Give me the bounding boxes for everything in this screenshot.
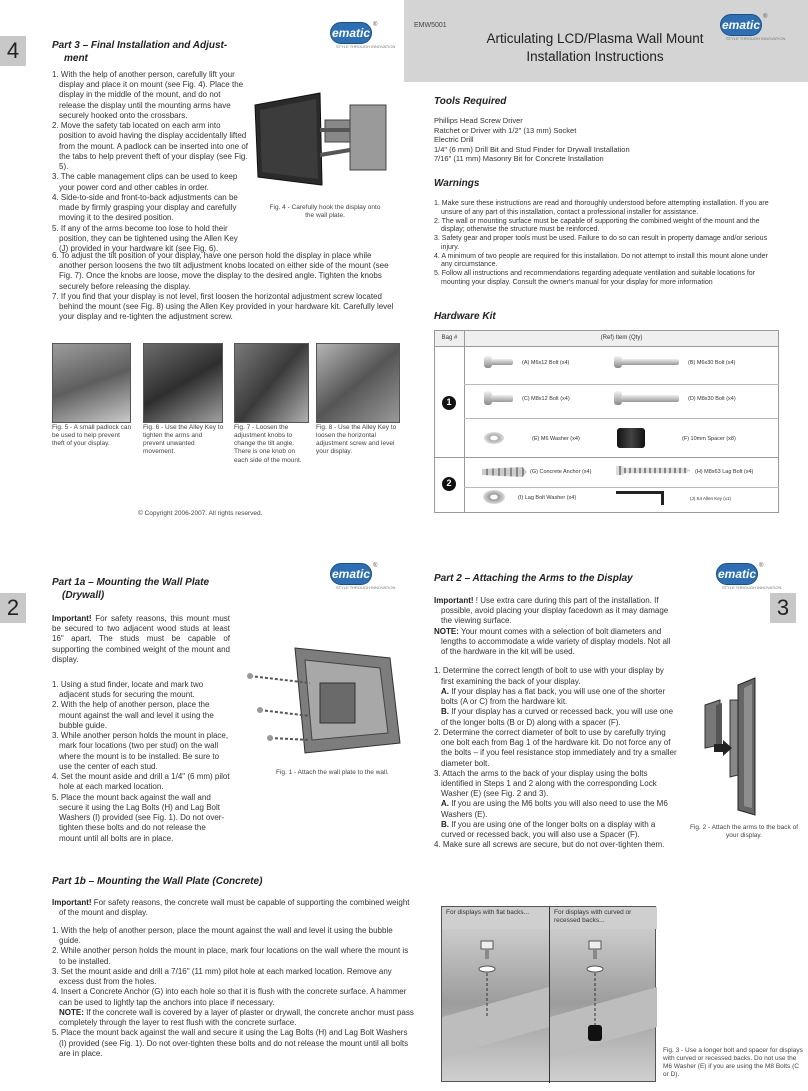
bag2-items-cell [465, 458, 779, 513]
warning-item: 5. Follow all instructions and recommendations regarding adequate ventilation and suitable locations for mounting your display. Consult the owner's manual for your display for more information [434, 270, 756, 286]
fig5-caption: Fig. 5 - A small padlock can be used to help prevent theft of your display. [52, 424, 132, 448]
part1b-step-1: 1. With the help of another person, place the mount against the wall and level it using the bubble guide. [52, 926, 393, 946]
part1a-step-3: 3. While another person holds the mount in place, mark four locations (two per stud) on the wall where the mount is to be installed. Be sure to use the center of each stud. [52, 731, 229, 771]
brand-tagline: STYLE THROUGH INNOVATION [336, 44, 396, 49]
fig1-illustration [240, 628, 410, 763]
page-number-4: 4 [0, 36, 26, 66]
display-side-drawing [690, 670, 800, 820]
fig3-caption: Fig. 3 - Use a longer bolt and spacer for displays with curved or recessed backs. Do not use the M6 Washer (E) if you are using the M8 Bolts (C or D). [663, 1047, 803, 1079]
fig2-illustration [690, 670, 800, 820]
part3-step-5: 5. If any of the arms become too lose to hold their position, they can be tightened using the Allen Key (J) provided in your hardware kit (see Fig. 6). [52, 223, 238, 253]
fig7-caption: Fig. 7 - Loosen the adjustment knobs to change the tilt angle. There is one knob on each side of the mount. [234, 424, 302, 464]
important-label: Important! [52, 898, 92, 907]
bag-1-badge: 1 [442, 396, 456, 410]
warning-item: 3. Safety gear and proper tools must be used. Failure to do so can result in property damage and/or serious injury. [434, 235, 768, 251]
part2-step-1: 1. Determine the correct length of bolt to use with your display by first examining the back of your display. [434, 666, 664, 686]
doc-code: EMW5001 [414, 22, 447, 29]
part3-step-1: 1. With the help of another person, carefully lift your display and place it on mount (see Fig. 4). Place the display in the middle of the mount, and do not release the display until the mounting arms have securely hooked onto the crossbars. [52, 70, 244, 120]
fig6-caption: Fig. 6 - Use the Alley Key to tighten the arms and prevent unwanted movement. [143, 424, 224, 456]
brand-tagline: STYLE THROUGH INNOVATION [722, 585, 782, 590]
tool-item: Phillips Head Screw Driver [434, 116, 523, 125]
spacer-f-icon [617, 428, 645, 448]
part1b-step-5: 5. Place the mount back against the wall and secure it using the Lag Bolts (H) and Lag Bolt Washers (I) provided (see Fig. 1). Do not over-tighten these bolts and do not release the mount until all bolts are in place. [52, 1028, 409, 1058]
curved-back-drawing [550, 907, 657, 1083]
part2-note-text: Your mount comes with a selection of bolt diameters and lengths to accommodate a wide variety of display models. Not all of the hardware in the kit will be used. [441, 626, 671, 657]
hw-item-g: (G) Concrete Anchor (x4) [530, 469, 592, 475]
part3-step-7: 7. If you find that your display is not level, first loosen the horizontal adjustment screw located behind the mount (see Fig. 8) using the Allen Key provided in your hardware kit. Carefully level your display and re-tighten the adjustment screw. [52, 291, 394, 322]
important-label: Important! [52, 614, 92, 623]
hw-item-f: (F) 10mm Spacer (x8) [682, 436, 736, 442]
part2-step-3: 3. Attach the arms to the back of your display using the bolts identified in Steps 1 and 2 along with the corresponding Lock Washer (E) (see Fig. 2 and 3). [434, 768, 657, 799]
part1a-important-text: For safety reasons, this mount must be secured to two adjacent wood studs at least 16" apart. The studs must be capable of supporting the combined weight of the mount and display. [52, 614, 230, 664]
part1a-step-2: 2. With the help of another person, place the mount against the wall and level it using the bubble guide. [52, 700, 214, 730]
display-mount-drawing [250, 85, 395, 195]
part1a-step-5: 5. Place the mount back against the wall and secure it using the Lag Bolts (H) and Lag Bolt Washers (I) provided (see Fig. 1). Do not over-tighten these bolts and do not release the mount until all bolts are in place. [52, 792, 225, 843]
part2-step-2: 2. Determine the correct diameter of bolt to use by carefully trying one bolt each from Bag 1 of the hardware kit. Do not force any of the bolts – if you feel resistance stop immediately and try a smaller diameter bolt. [434, 727, 677, 768]
bolt-c-shaft [491, 395, 513, 402]
copyright: © Copyright 2006-2007. All rights reserved. [138, 510, 263, 517]
hw-row-divider [464, 384, 779, 385]
hardware-col-bag: Bag # [435, 331, 465, 347]
bolt-d-shaft [621, 395, 679, 402]
part1b-note-text: If the concrete wall is covered by a layer of plaster or drywall, the concrete anchor must pass completely through the layer to rest flush with the concrete surface. [59, 1007, 414, 1028]
fig4-illustration [250, 85, 395, 195]
doc-title-line2: Installation Instructions [526, 49, 664, 65]
wall-plate-drawing [240, 628, 410, 763]
hw-row-divider [464, 487, 779, 488]
part1a-title [52, 577, 272, 602]
part3-title-line1: Part 3 – Final Installation and Adjust- [52, 40, 228, 51]
part2-step-1b [434, 707, 678, 727]
step-label: A. [441, 799, 449, 809]
part1a-step-1: 1. Using a stud finder, locate and mark two adjacent studs for securing the mount. [52, 680, 204, 700]
part2-text [434, 596, 678, 851]
brand-tagline: STYLE THROUGH INNOVATION [726, 36, 786, 41]
bolt-a-shaft [491, 359, 513, 365]
fig1-caption: Fig. 1 - Attach the wall plate to the wall. [276, 769, 389, 776]
part2-step-4: 4. Make sure all screws are secure, but do not over-tighten them. [434, 840, 665, 850]
part2-step-1a [434, 687, 678, 707]
part1b-note [52, 1008, 416, 1028]
tool-item: Ratchet or Driver with 1/2" (13 mm) Socket [434, 125, 577, 135]
tools-title: Tools Required [434, 96, 507, 107]
part2-step-1b-text: If your display has a curved or recessed back, you will use one of the longer bolts (B or D) along with a spacer (F). [441, 707, 674, 727]
washer-e-icon [484, 432, 504, 444]
flat-back-drawing [442, 907, 549, 1083]
warnings-list [434, 200, 779, 288]
part3-step-2: 2. Move the safety tab located on each arm into position to avoid having the display accidentally lifted from the mount. A padlock can be inserted into one of the tabs to help prevent theft of your display (see Fig. 5). [52, 121, 249, 172]
brand-logo-mark: ematic [330, 563, 372, 585]
allen-key-j-icon-bend [661, 491, 664, 505]
important-label: Important! [434, 596, 474, 605]
part1a-important [52, 614, 230, 665]
fig3-illustration [441, 906, 656, 1082]
part3-title-line2: ment [64, 52, 88, 64]
fig3-curved-label: For displays with curved or recessed backs... [550, 907, 657, 929]
hw-item-j: (J) S4 Allen Key (x1) [690, 496, 732, 501]
part1a-step-4: 4. Set the mount aside and drill a 1/4" (6 mm) pilot hole at each marked location. [52, 772, 230, 792]
hw-item-a: (A) M6x12 Bolt (x4) [522, 360, 570, 366]
warning-item: 2. The wall or mounting surface must be capable of supporting the combined weight of the mount and the display; otherwise the structure must be reinforced. [434, 217, 760, 234]
brand-logo-header: ematic ® STYLE THROUGH INNOVATION [721, 14, 786, 41]
part1a-title-line1: Part 1a – Mounting the Wall Plate [52, 577, 210, 588]
warning-item: 1. Make sure these instructions are read and thoroughly understood before attempting installation. If you are unsure of any part of this installation, contact a professional installer for assistance. [434, 200, 769, 216]
part2-step-1a-text: If your display has a flat back, you will use one of the shorter bolts (A or C) from the hardware kit. [441, 686, 666, 707]
hw-row-divider [464, 418, 779, 419]
step-label: B. [441, 819, 449, 829]
allen-key-j-icon [616, 491, 664, 494]
part1b-step-4: 4. Insert a Concrete Anchor (G) into each hole so that it is flush with the concrete surface. A hammer can be used to lightly tap the anchors into place if necessary. [52, 987, 407, 1007]
bolt-b-shaft [621, 359, 679, 365]
part2-title: Part 2 – Attaching the Arms to the Display [434, 573, 633, 584]
brand-logo-part1a: ematic ® STYLE THROUGH INNOVATION [331, 563, 396, 590]
fig8-image [316, 343, 400, 423]
hw-item-i: (I) Lag Bolt Washer (x4) [518, 495, 577, 501]
part3-title [52, 40, 252, 65]
note-label: NOTE: [434, 626, 459, 636]
part2-step-3b-text: If you are using one of the longer bolts on a display with a curved or recessed back, you will also use a Spacer (F). [441, 819, 656, 840]
tool-item: 1/4" (6 mm) Drill Bit and Stud Finder for Drywall Installation [434, 144, 630, 154]
fig3-flat-label: For displays with flat backs... [442, 907, 549, 929]
bag-2-badge: 2 [442, 477, 456, 491]
note-label: NOTE: [59, 1007, 84, 1017]
brand-logo-mark: ematic [330, 22, 372, 44]
part1a-title-line2: (Drywall) [62, 589, 105, 601]
doc-title-line1: Articulating LCD/Plasma Wall Mount [486, 31, 704, 46]
tool-item: Electric Drill [434, 135, 474, 145]
tools-list [434, 116, 630, 164]
part3-step-4: 4. Side-to-side and front-to-back adjustments can be made by firmly grasping your display and carefully moving it to the desired position. [52, 192, 238, 223]
brand-logo-mark: ematic [716, 563, 758, 585]
part1b-step-3: 3. Set the mount aside and drill a 7/16" (11 mm) pilot hole at each marked location. Remove any excess dust from the holes. [52, 966, 392, 987]
hw-item-e: (E) M6 Washer (x4) [532, 436, 580, 442]
step-label: A. [441, 686, 449, 696]
brand-logo-part2: ematic ® STYLE THROUGH INNOVATION [717, 563, 782, 590]
part3-step-6: 6. To adjust the tilt position of your display, have one person hold the display in place while another person loosens the two tilt adjustment knobs located on either side of the mount (see Fig. 7). Once the knobs are loose, move the display to the desired angle. Tighten the knobs securely before releasing the display. [52, 251, 389, 291]
page-number-3: 3 [770, 593, 796, 623]
part3-steps-a [52, 70, 248, 254]
part1b-step-2: 2. While another person holds the mount in place, mark four locations on the wall where the mount is to be installed. [52, 946, 409, 966]
part3-steps-b [52, 251, 398, 323]
brand-tagline: STYLE THROUGH INNOVATION [336, 585, 396, 590]
part1b-title: Part 1b – Mounting the Wall Plate (Concrete) [52, 876, 263, 887]
hw-item-b: (B) M6x30 Bolt (x4) [688, 360, 736, 366]
hw-item-c: (C) M8x12 Bolt (x4) [522, 396, 570, 402]
part2-note [434, 627, 678, 658]
part3-step-3: 3. The cable management clips can be used to keep your power cord and other cables in order. [52, 172, 238, 192]
arrow-right-icon [714, 740, 732, 756]
doc-title [470, 30, 720, 66]
warnings-title: Warnings [434, 178, 480, 189]
tool-item: 7/16" (11 mm) Masonry Bit for Concrete Installation [434, 154, 604, 164]
warning-item: 4. A minimum of two people are required for this installation. Do not attempt to install this mount alone under any circumstance. [434, 252, 768, 269]
fig5-image [52, 343, 131, 423]
part2-important-text: ! Use extra care during this part of the installation. If possible, avoid placing your display facedown as it may damage the viewing surface. [441, 596, 669, 626]
part2-step-3a-text: If you are using the M6 bolts you will also need to use the M6 Washers (E). [441, 799, 668, 819]
part1a-steps [52, 680, 230, 844]
brand-logo-mark: ematic [720, 14, 762, 36]
part2-step-3b [434, 820, 678, 840]
fig4-caption: Fig. 4 - Carefully hook the display onto the wall plate. [269, 204, 381, 220]
brand-logo-part3: ematic ® STYLE THROUGH INNOVATION [331, 22, 396, 49]
step-label: B. [441, 707, 449, 717]
washer-i-icon [483, 490, 505, 504]
fig8-caption: Fig. 8 - Use the Alley Key to loosen the horizontal adjustment screw and level your display. [316, 424, 397, 456]
part1b-important-text: For safety reasons, the concrete wall must be capable of supporting the combined weight of the mount and display. [59, 898, 410, 918]
hardware-col-item: (Ref) Item (Qty) [465, 331, 779, 347]
fig6-image [143, 343, 223, 423]
hw-item-h: (H) M8x63 Lag Bolt (x4) [695, 469, 754, 475]
part2-important [434, 596, 678, 627]
part2-step-3a [434, 799, 678, 819]
fig7-image [234, 343, 309, 423]
hw-item-d: (D) M8x30 Bolt (x4) [688, 396, 736, 402]
page-number-2: 2 [0, 593, 26, 623]
part1b-steps [52, 926, 416, 1059]
fig2-caption: Fig. 2 - Attach the arms to the back of your display. [689, 824, 799, 840]
part1b-important [52, 898, 416, 918]
hardware-title: Hardware Kit [434, 311, 496, 322]
